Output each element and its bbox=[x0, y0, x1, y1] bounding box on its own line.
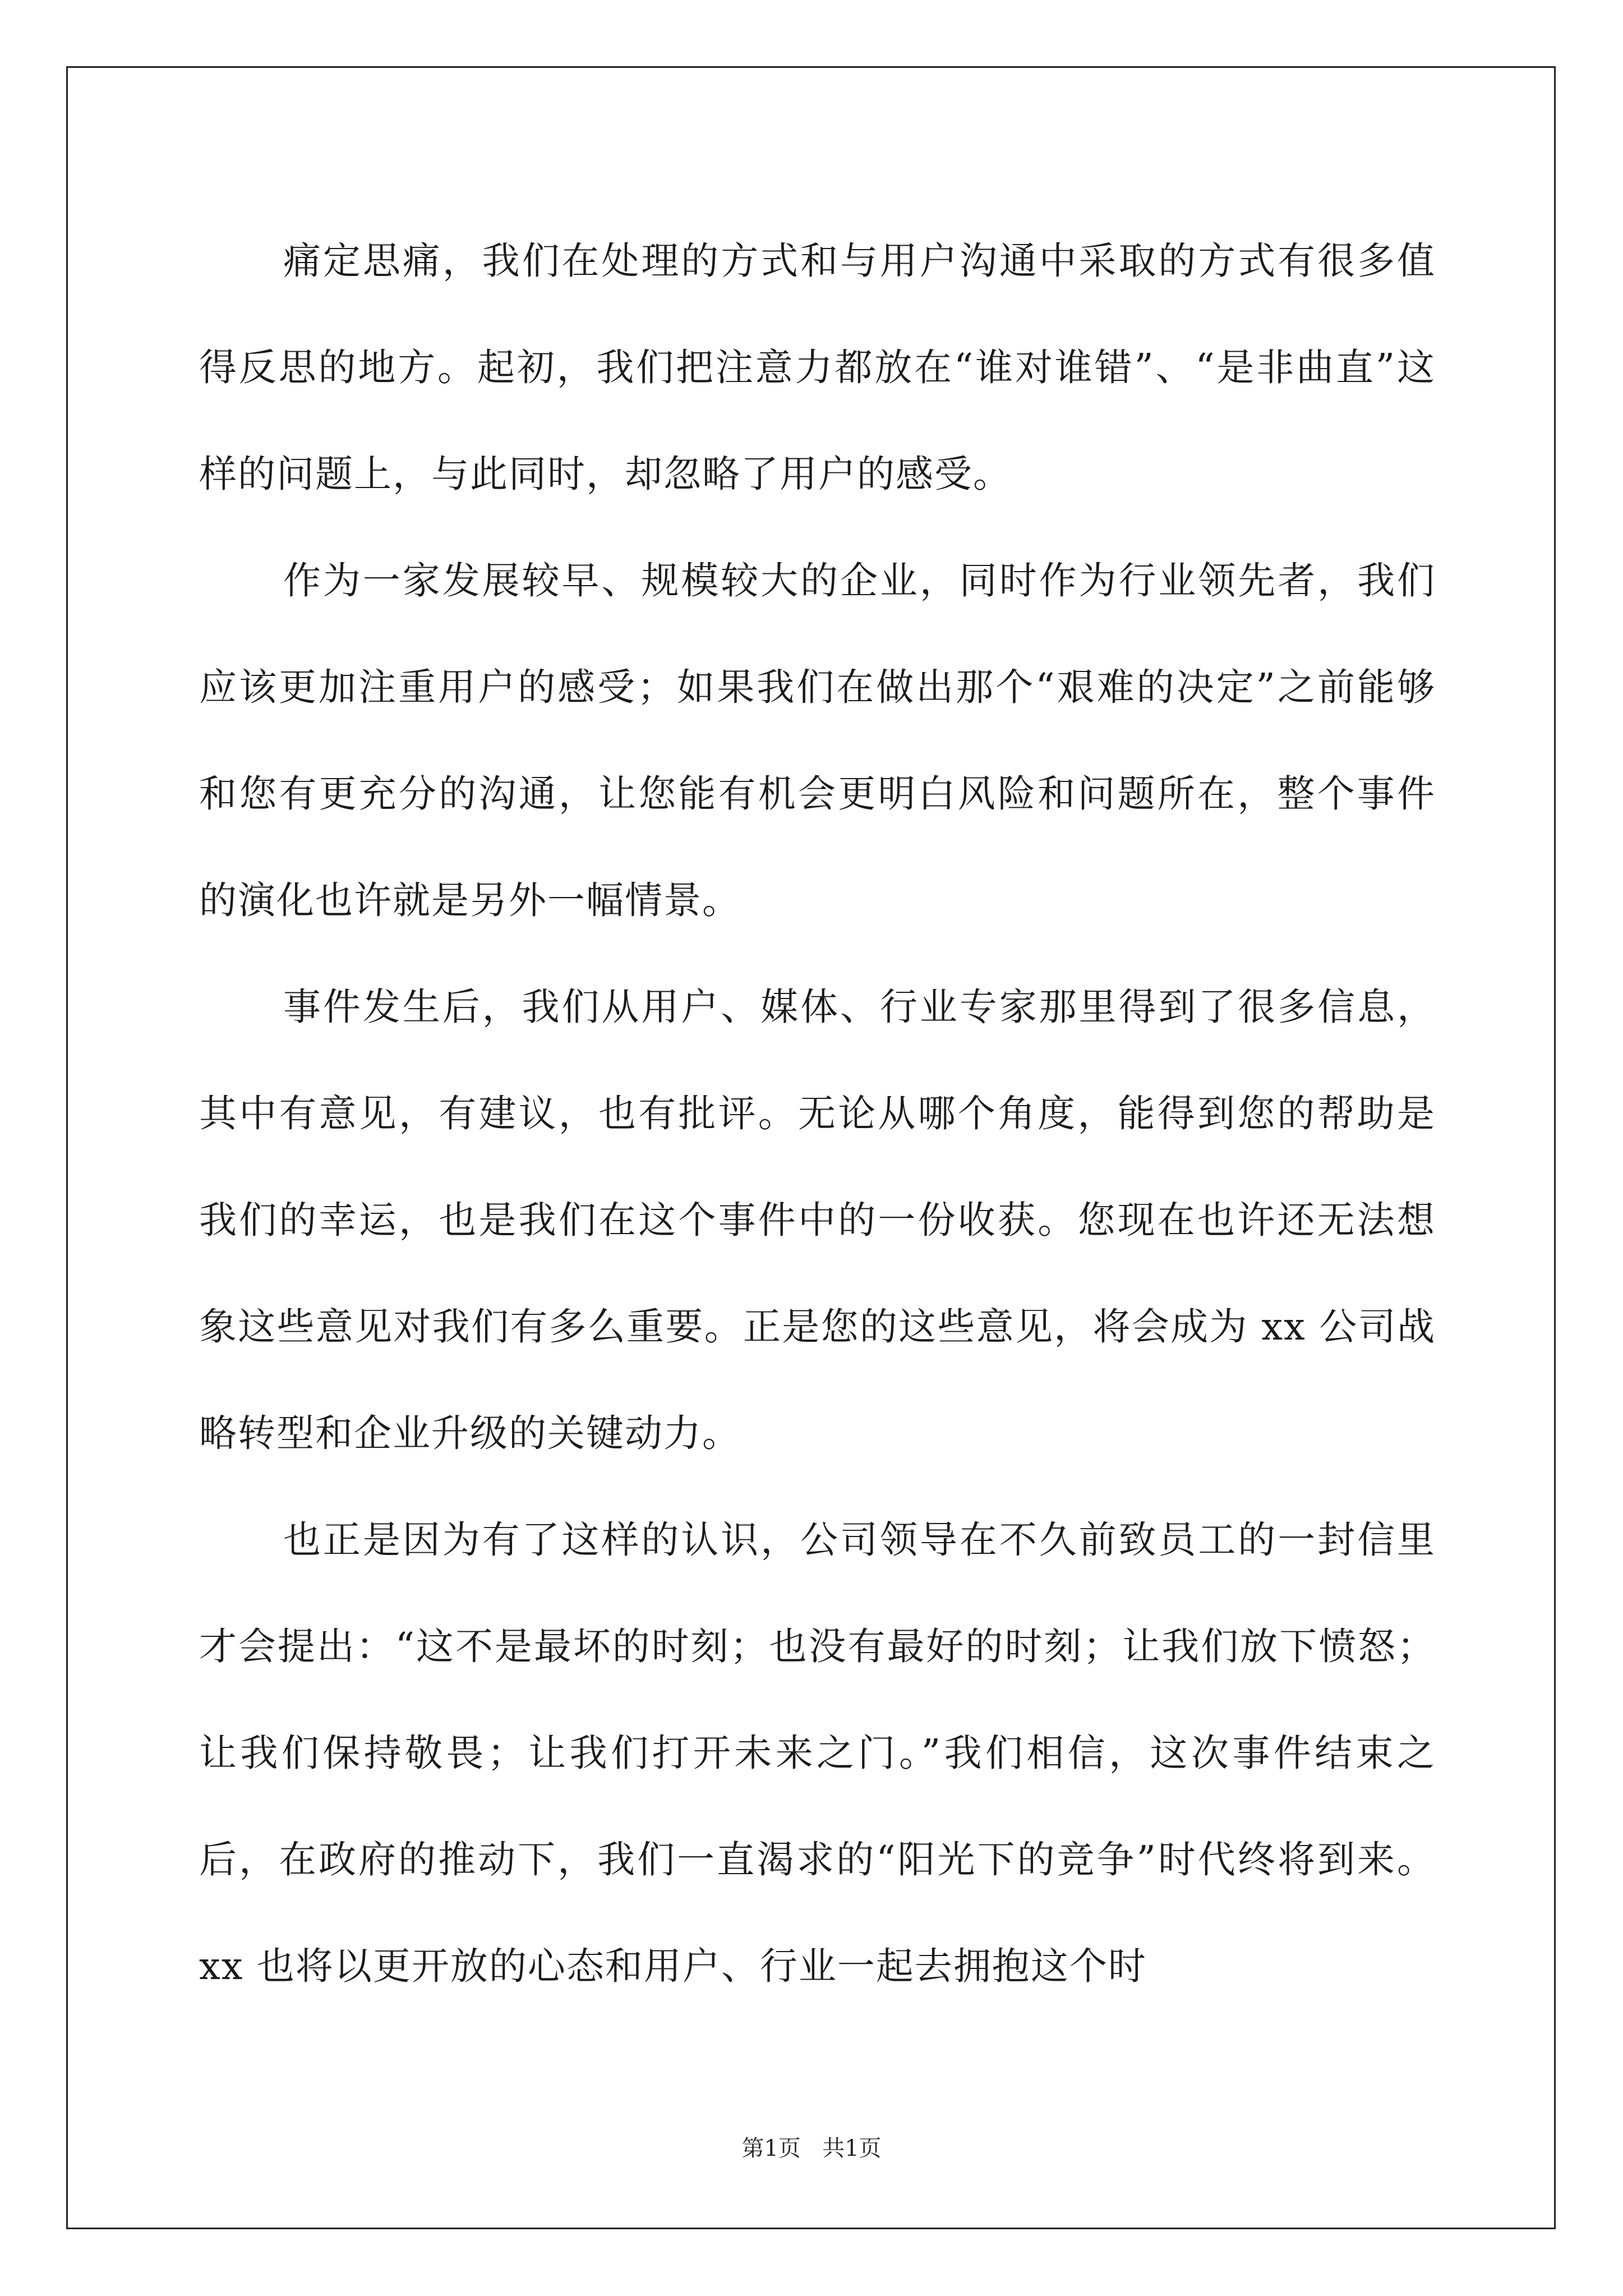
paragraph: 事件发生后，我们从用户、媒体、行业专家那里得到了很多信息，其中有意见，有建议，也有批评。无论从哪个角度，能得到您的帮助是我们的幸运，也是我们在这个事件中的一份收获。您现在也许还无法想象这些意见对我们有多么重要。正是您的这些意见，将会成为 xx 公司战略转型和企业升级的关键动力。 bbox=[199, 985, 1436, 1455]
page-footer bbox=[0, 2132, 1623, 2165]
paragraph: 作为一家发展较早、规模较大的企业，同时作为行业领先者，我们应该更加注重用户的感受；如果我们在做出那个“艰难的决定”之前能够和您有更充分的沟通，让您能有机会更明白风险和问题所在，整个事件的演化也许就是另外一幅情景。 bbox=[199, 559, 1436, 922]
document-body bbox=[199, 208, 1436, 2019]
page-total: 共1页 bbox=[822, 2136, 882, 2161]
page-number: 第1页 bbox=[741, 2136, 801, 2161]
paragraph: 也正是因为有了这样的认识，公司领导在不久前致员工的一封信里才会提出：“这不是最坏的时刻；也没有最好的时刻；让我们放下愤怒；让我们保持敬畏；让我们打开未来之门。”我们相信，这次事件结束之后，在政府的推动下，我们一直渴求的“阳光下的竞争”时代终将到来。xx 也将以更开放的心态和用户、行业一起去拥抱这个时 bbox=[199, 1518, 1436, 1988]
paragraph: 痛定思痛，我们在处理的方式和与用户沟通中采取的方式有很多值得反思的地方。起初，我们把注意力都放在“谁对谁错”、“是非曲直”这样的问题上，与此同时，却忽略了用户的感受。 bbox=[199, 239, 1436, 496]
